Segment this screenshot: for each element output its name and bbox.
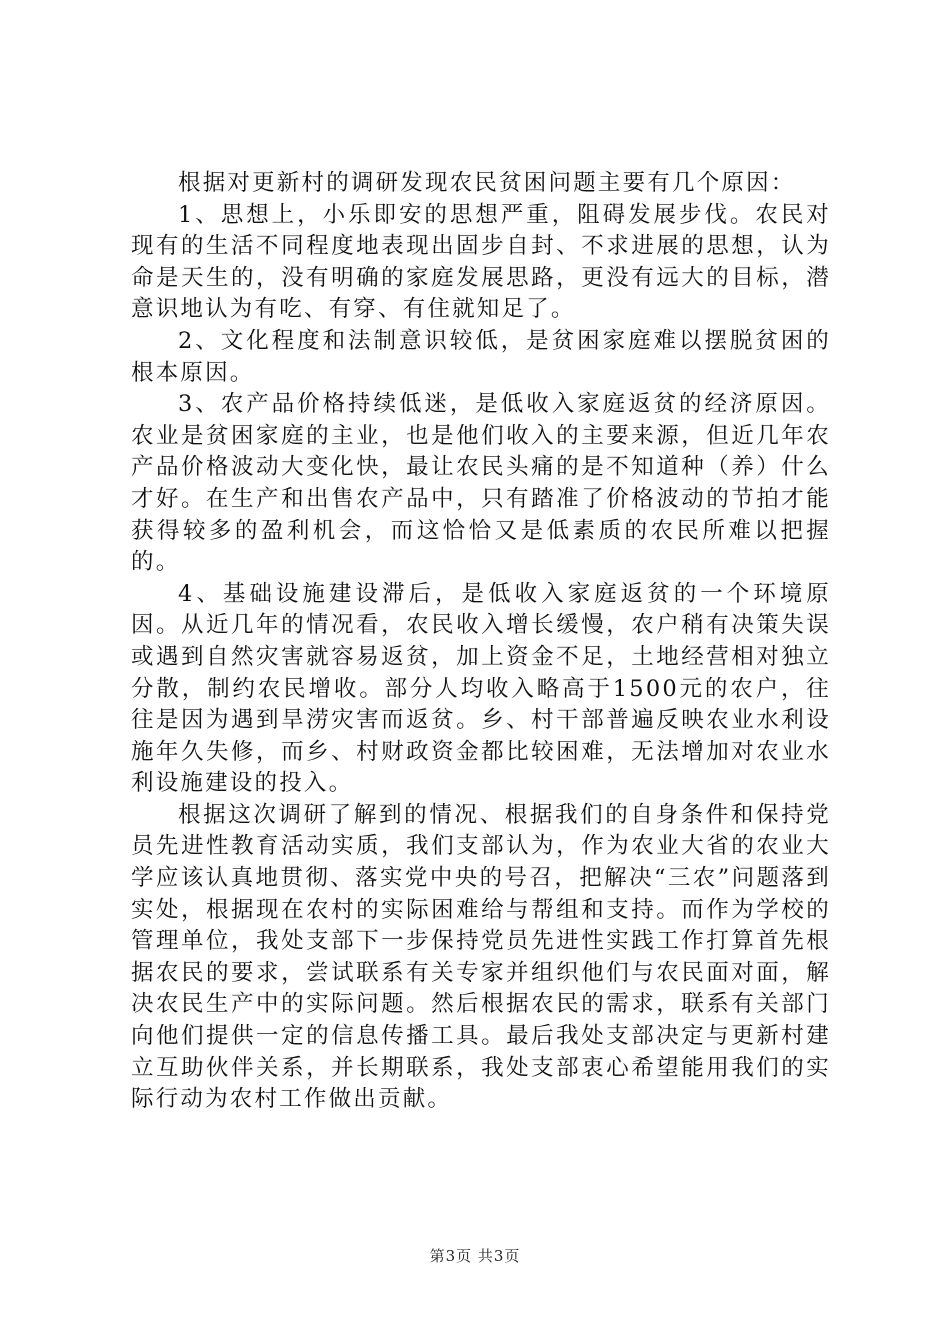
document-body	[131, 168, 831, 1116]
paragraph-reason-4: 4、基础设施建设滞后，是低收入家庭返贫的一个环境原因。从近几年的情况看，农民收入增长缓慢，农户稍有决策失误或遇到自然灾害就容易返贫，加上资金不足，土地经营相对独立分散，制约农民增收。部分人均收入略高于1500元的农户，往往是因为遇到旱涝灾害而返贫。乡、村干部普遍反映农业水利设施年久失修，而乡、村财政资金都比较困难，无法增加对农业水利设施建设的投入。	[131, 580, 831, 797]
paragraph-reason-3: 3、农产品价格持续低迷，是低收入家庭返贫的经济原因。农业是贫困家庭的主业，也是他们收入的主要来源，但近几年农产品价格波动大变化快，最让农民头痛的是不知道种（养）什么才好。在生产和出售农产品中，只有踏准了价格波动的节拍才能获得较多的盈利机会，而这恰恰又是低素质的农民所难以把握的。	[131, 391, 831, 576]
paragraph-reason-1: 1、思想上，小乐即安的思想严重，阻碍发展步伐。农民对现有的生活不同程度地表现出固步自封、不求进展的思想，认为命是天生的，没有明确的家庭发展思路，更没有远大的目标，潜意识地认为有吃、有穿、有住就知足了。	[131, 201, 831, 323]
paragraph-conclusion: 根据这次调研了解到的情况、根据我们的自身条件和保持党员先进性教育活动实质，我们支部认为，作为农业大省的农业大学应该认真地贯彻、落实党中央的号召，把解决“三农”问题落到实处，根据现在农村的实际困难给与帮组和支持。而作为学校的管理单位，我处支部下一步保持党员先进性实践工作打算首先根据农民的要求，尝试联系有关专家并组织他们与农民面对面，解决农民生产中的实际问题。然后根据农民的需求，联系有关部门向他们提供一定的信息传播工具。最后我处支部决定与更新村建立互助伙伴关系，并长期联系，我处支部衷心希望能用我们的实际行动为农村工作做出贡献。	[131, 801, 831, 1113]
page-footer: 第3页 共3页	[429, 1247, 521, 1265]
paragraph-reason-2: 2、文化程度和法制意识较低，是贫困家庭难以摆脱贫困的根本原因。	[131, 327, 831, 386]
paragraph-intro: 根据对更新村的调研发现农民贫困问题主要有几个原因：	[178, 170, 796, 196]
